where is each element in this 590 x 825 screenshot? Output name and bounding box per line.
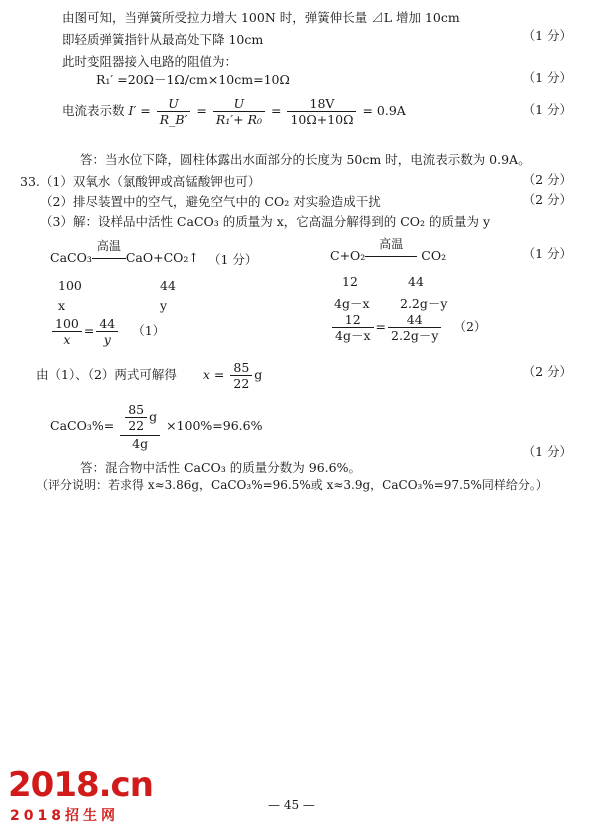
var-x: x xyxy=(58,298,66,313)
fraction-den: 2.2g－y xyxy=(391,328,439,343)
equation-tag: （2） xyxy=(453,319,487,334)
mass-4g-x: 4g－x xyxy=(334,296,370,311)
fraction xyxy=(230,360,252,391)
fraction-num: 44 xyxy=(96,316,118,332)
unit: g xyxy=(149,409,158,424)
points-1: （1 分） xyxy=(522,28,572,43)
fraction-u-rb xyxy=(157,96,191,127)
q33-part-3: （3）解：设样品中活性 CaCO₃ 的质量为 x，它高温分解得到的 CO₂ 的质量为 y xyxy=(40,214,491,229)
fraction-num: 12 xyxy=(332,312,374,328)
logo-sub-text: 2018招生网 xyxy=(10,808,119,824)
pct-tail: ×100%=96.6% xyxy=(166,418,263,433)
reactant: CaCO₃ xyxy=(50,250,92,265)
points-3: （1 分） xyxy=(522,102,572,117)
current-label: 电流表示数 xyxy=(62,103,125,118)
fraction-den: R_B′ xyxy=(159,112,188,127)
fraction-den: 4g xyxy=(132,436,149,451)
fraction-den: x xyxy=(63,332,71,347)
fraction xyxy=(52,316,82,347)
fraction-num: 85 xyxy=(125,402,147,418)
fraction-den: y xyxy=(103,332,111,347)
mass-100: 100 xyxy=(58,278,82,293)
text-line-1: 由图可知，当弹簧所受拉力增大 100N 时，弹簧伸长量 ⊿L 增加 10cm xyxy=(62,10,460,25)
reaction-condition xyxy=(92,239,126,265)
fraction-num: U xyxy=(157,96,191,112)
solve-text: 由（1）、（2）两式可解得 xyxy=(36,367,177,382)
fraction-inner xyxy=(125,402,147,433)
eq-sign: = xyxy=(375,319,386,334)
points-8: （1 分） xyxy=(522,444,572,459)
fraction xyxy=(96,316,118,347)
solve-line xyxy=(36,360,262,391)
ratio-2 xyxy=(330,312,486,343)
unit: g xyxy=(254,367,263,382)
fraction-num: 100 xyxy=(52,316,82,332)
mass-12: 12 xyxy=(342,274,358,289)
fraction-num: 85 xyxy=(230,360,252,376)
fraction-den: 4g－x xyxy=(335,328,371,343)
points-6: （1 分） xyxy=(522,246,572,261)
fraction-num xyxy=(120,402,160,436)
fraction-den: 10Ω+10Ω xyxy=(290,112,354,127)
answer-2: 答：混合物中活性 CaCO₃ 的质量分数为 96.6%。 xyxy=(80,460,361,475)
percentage-equation xyxy=(50,402,263,451)
ratio-1 xyxy=(50,316,165,347)
site-logo xyxy=(8,765,188,825)
logo-main-text: 2018.cn xyxy=(8,765,153,805)
equation-tag: （1） xyxy=(132,323,166,338)
reactant: C+O₂ xyxy=(330,248,366,263)
condition-label: 高温 xyxy=(96,239,121,253)
pct-label: CaCO₃%= xyxy=(50,418,115,433)
page-number: — 45 — xyxy=(268,798,315,812)
var-y: y xyxy=(160,298,168,313)
points-2: （1 分） xyxy=(522,70,572,85)
reaction-condition xyxy=(365,237,417,263)
fraction-values xyxy=(287,96,356,127)
fraction-u-sum xyxy=(213,96,265,127)
current-equation xyxy=(62,96,406,127)
text-line-2: 即轻质弹簧指针从最高处下降 10cm xyxy=(62,32,264,47)
reaction-caco3 xyxy=(50,239,199,265)
mass-44: 44 xyxy=(160,278,176,293)
fraction-den: R₁′+ R₀ xyxy=(215,112,263,127)
text-line-3: 此时变阻器接入电路的阻值为： xyxy=(62,54,238,69)
products: CO₂ xyxy=(421,248,447,263)
points-5: （2 分） xyxy=(522,192,572,207)
answer-1: 答：当水位下降，圆柱体露出水面部分的长度为 50cm 时，电流表示数为 0.9A。 xyxy=(80,152,531,167)
fraction-num: U xyxy=(213,96,265,112)
points-7: （2 分） xyxy=(522,364,572,379)
q33-part-2: （2）排尽装置中的空气，避免空气中的 CO₂ 对实验造成干扰 xyxy=(40,194,381,209)
fraction-den: 22 xyxy=(233,376,250,391)
fraction-num: 18V xyxy=(287,96,356,112)
solve-var: x = xyxy=(202,367,225,382)
resistance-equation: R₁′ =20Ω－1Ω/cm×10cm=10Ω xyxy=(96,72,290,87)
fraction xyxy=(388,312,441,343)
mass-44b: 44 xyxy=(408,274,424,289)
mass-2.2g-y: 2.2g－y xyxy=(400,296,448,311)
eq-sign: = xyxy=(196,103,207,118)
points-4: （2 分） xyxy=(522,172,572,187)
eq-sign: = xyxy=(83,323,95,338)
fraction xyxy=(332,312,374,343)
reaction-carbon xyxy=(330,237,447,263)
fraction-num: 44 xyxy=(388,312,441,328)
current-result: = 0.9A xyxy=(362,103,406,118)
fraction-outer xyxy=(120,402,160,451)
current-var: I′ xyxy=(128,103,137,118)
condition-label: 高温 xyxy=(379,237,404,251)
eq-sign: = xyxy=(140,103,151,118)
grading-note: （评分说明：若求得 x≈3.86g，CaCO₃%=96.5%或 x≈3.9g，CaCO₃%=97.5%同样给分。） xyxy=(36,478,548,492)
points-reaction-a: （1 分） xyxy=(208,252,258,267)
q33-part-1: 33.（1）双氧水（氯酸钾或高锰酸钾也可） xyxy=(20,174,261,189)
products: CaO+CO₂↑ xyxy=(125,250,199,265)
eq-sign: = xyxy=(271,103,282,118)
fraction-den: 22 xyxy=(128,418,145,433)
